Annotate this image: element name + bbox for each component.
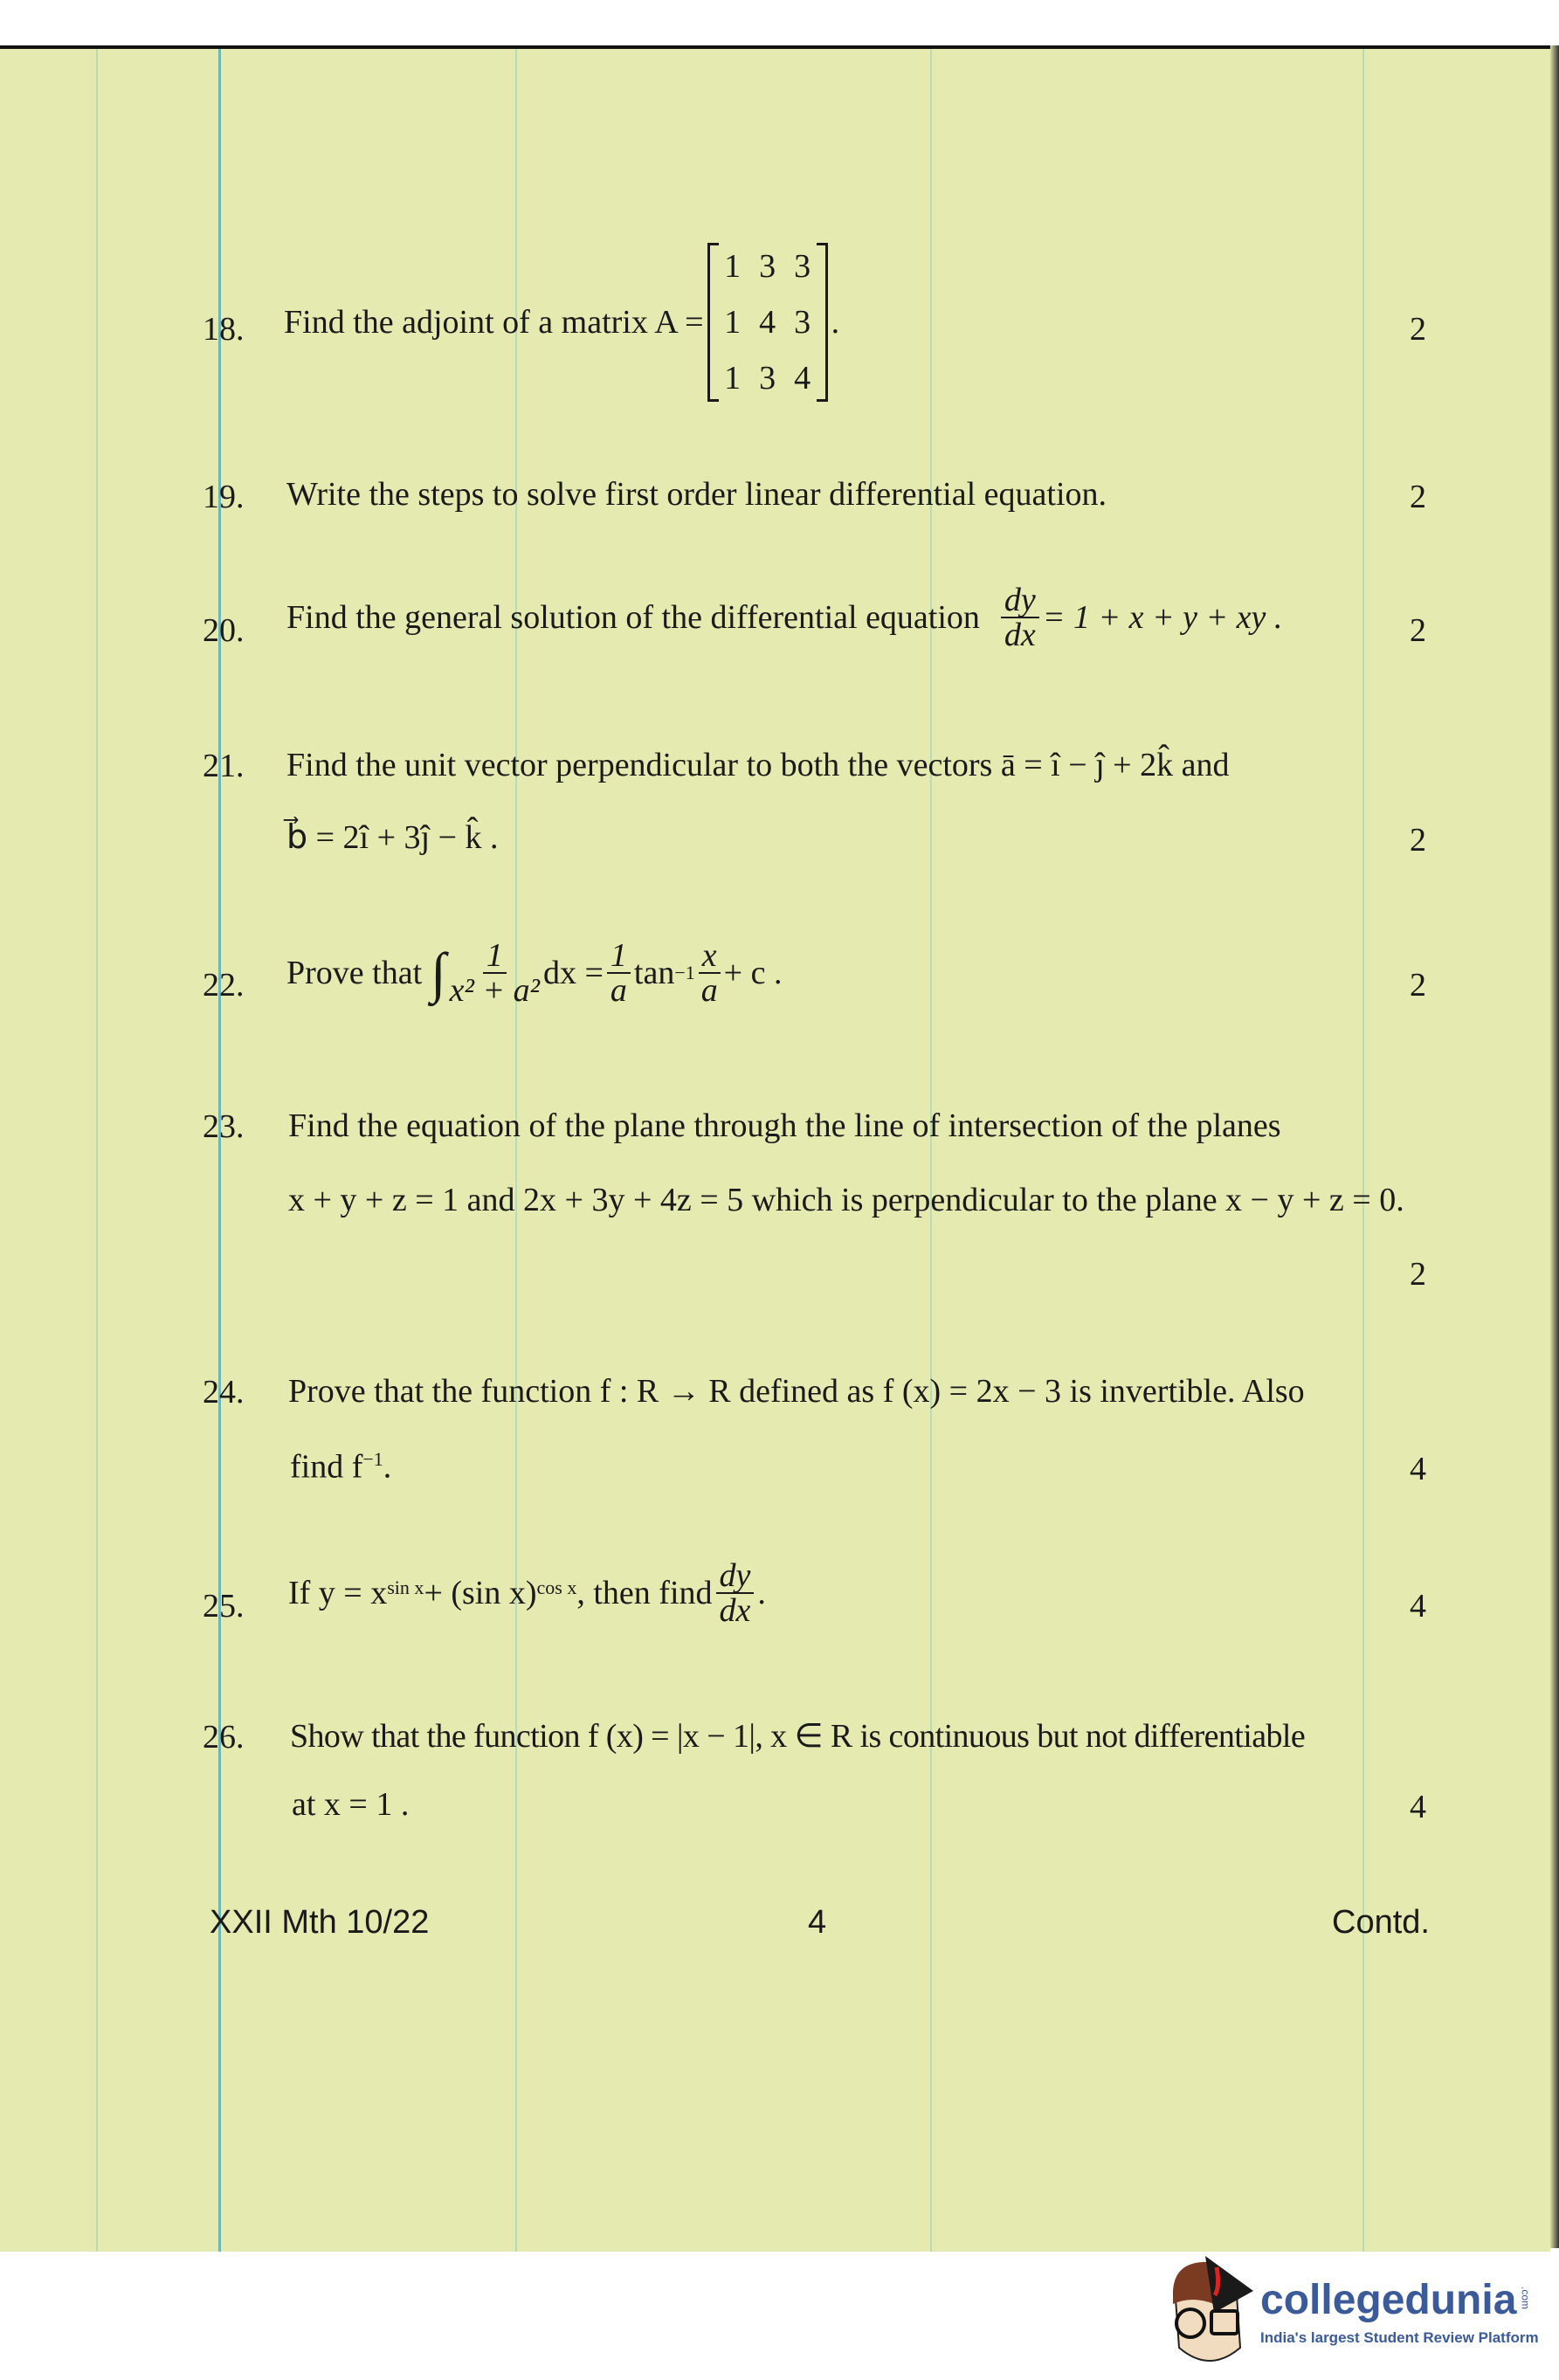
integral-sign: ∫ [431, 942, 446, 1004]
question-number: 20. [203, 612, 245, 649]
fraction-numerator: dy [1001, 583, 1039, 618]
fraction-numerator: x [699, 939, 721, 974]
page-edge [1550, 45, 1559, 2248]
question-text-main: Find the general solution of the differential equation [286, 599, 980, 636]
question-marks: 2 [1410, 967, 1426, 1004]
coefficient-fraction [607, 939, 631, 1007]
question-number: 18. [203, 311, 245, 348]
brand-row [1260, 2278, 1539, 2324]
matrix-cell: 4 [794, 360, 811, 397]
question-text: Find the equation of the plane through the line of intersection of the planes [288, 1107, 1281, 1144]
mascot-icon [1157, 2252, 1253, 2374]
question-text-line2: x + y + z = 1 and 2x + 3y + 4z = 5 which is perpendicular to the plane x − y + z = 0. [288, 1182, 1404, 1218]
integrand-fraction [450, 939, 540, 1007]
logo-text [1260, 2278, 1539, 2347]
derivative-fraction [716, 1559, 755, 1627]
fraction-denominator: dx [1004, 617, 1036, 653]
continued-label: Contd. [1332, 1904, 1430, 1941]
paper-code: XXII Mth 10/22 [210, 1904, 430, 1941]
matrix-cell: 3 [794, 304, 811, 341]
fraction-numerator: 1 [607, 939, 631, 974]
matrix-cell: 3 [759, 248, 776, 285]
question-text-line2: at x = 1 . [292, 1786, 410, 1823]
question-text [284, 243, 839, 402]
question-text [286, 939, 782, 1007]
matrix-a [707, 243, 828, 402]
question-number: 26. [203, 1719, 245, 1756]
question-marks: 4 [1410, 1789, 1426, 1825]
question-number: 22. [203, 967, 245, 1004]
fraction-numerator: dy [716, 1559, 755, 1594]
paper-rule [930, 49, 932, 2252]
matrix-cell: 1 [724, 304, 742, 341]
question-text: Write the steps to solve first order linear differential equation. [286, 476, 1107, 513]
question-text: Show that the function f (x) = |x − 1|, x ∈ R is continuous but not differentiable [290, 1718, 1306, 1755]
matrix-cell: 4 [759, 304, 776, 341]
question-number: 25. [203, 1588, 245, 1625]
exponent: cos x [536, 1576, 577, 1598]
question-text [286, 583, 1282, 652]
question-text: Prove that the function f : R → R defined as f (x) = 2x − 3 is invertible. Also [288, 1373, 1305, 1410]
text-segment: find f [290, 1448, 363, 1486]
question-text: Find the unit vector perpendicular to both the vectors ā = î − ĵ + 2k̂ and [286, 747, 1230, 783]
tan-function: tan [633, 955, 675, 991]
inverse-exponent: −1 [362, 1448, 383, 1470]
matrix-cell: 1 [724, 248, 742, 285]
equation-rhs: = 1 + x + y + xy . [1042, 599, 1283, 636]
question-marks: 2 [1410, 612, 1426, 649]
fraction-numerator: 1 [483, 939, 507, 974]
collegedunia-logo [1157, 2252, 1550, 2374]
question-number: 23. [203, 1108, 245, 1145]
matrix-cell: 3 [759, 360, 776, 397]
matrix-cell: 3 [794, 248, 811, 285]
argument-fraction [699, 939, 721, 1007]
question-text-main: Prove that [286, 955, 423, 991]
question-text-line2 [290, 1450, 391, 1484]
question-number: 24. [203, 1374, 245, 1411]
question-number: 19. [203, 479, 245, 515]
equation-mid: dx = [542, 955, 604, 991]
question-marks: 2 [1410, 1256, 1426, 1293]
question-text-line2: b⃗ = 2î + 3ĵ − k̂ . [286, 819, 499, 856]
text-segment: If y = x [288, 1575, 388, 1611]
question-marks: 4 [1410, 1588, 1426, 1625]
question-marks: 2 [1410, 479, 1426, 515]
fraction-denominator: a [700, 972, 718, 1009]
fraction-denominator: dx [719, 1592, 751, 1629]
brand-tagline: India's largest Student Review Platform [1260, 2329, 1539, 2347]
question-text [288, 1559, 766, 1627]
text-segment: + (sin x) [424, 1575, 537, 1611]
text-segment: . [757, 1575, 766, 1611]
text-segment: . [383, 1448, 392, 1486]
equation-end: + c . [723, 955, 783, 991]
fraction-denominator: x² + a² [449, 972, 540, 1009]
derivative-fraction [1001, 583, 1039, 652]
question-end: . [831, 304, 840, 341]
brand-name: collegedunia [1260, 2277, 1517, 2324]
question-text-main: Find the adjoint of a matrix A = [284, 304, 704, 341]
exponent: sin x [387, 1576, 424, 1598]
fraction-denominator: a [610, 972, 627, 1009]
page-number: 4 [808, 1904, 827, 1941]
question-marks: 2 [1410, 311, 1426, 348]
question-marks: 4 [1410, 1451, 1426, 1487]
question-marks: 2 [1410, 822, 1426, 859]
paper-rule [96, 49, 98, 2252]
brand-suffix: .com [1519, 2287, 1532, 2310]
matrix-cell: 1 [724, 360, 742, 397]
question-number: 21. [203, 748, 245, 784]
inverse-exponent: −1 [674, 962, 695, 983]
text-segment: , then find [576, 1575, 713, 1611]
